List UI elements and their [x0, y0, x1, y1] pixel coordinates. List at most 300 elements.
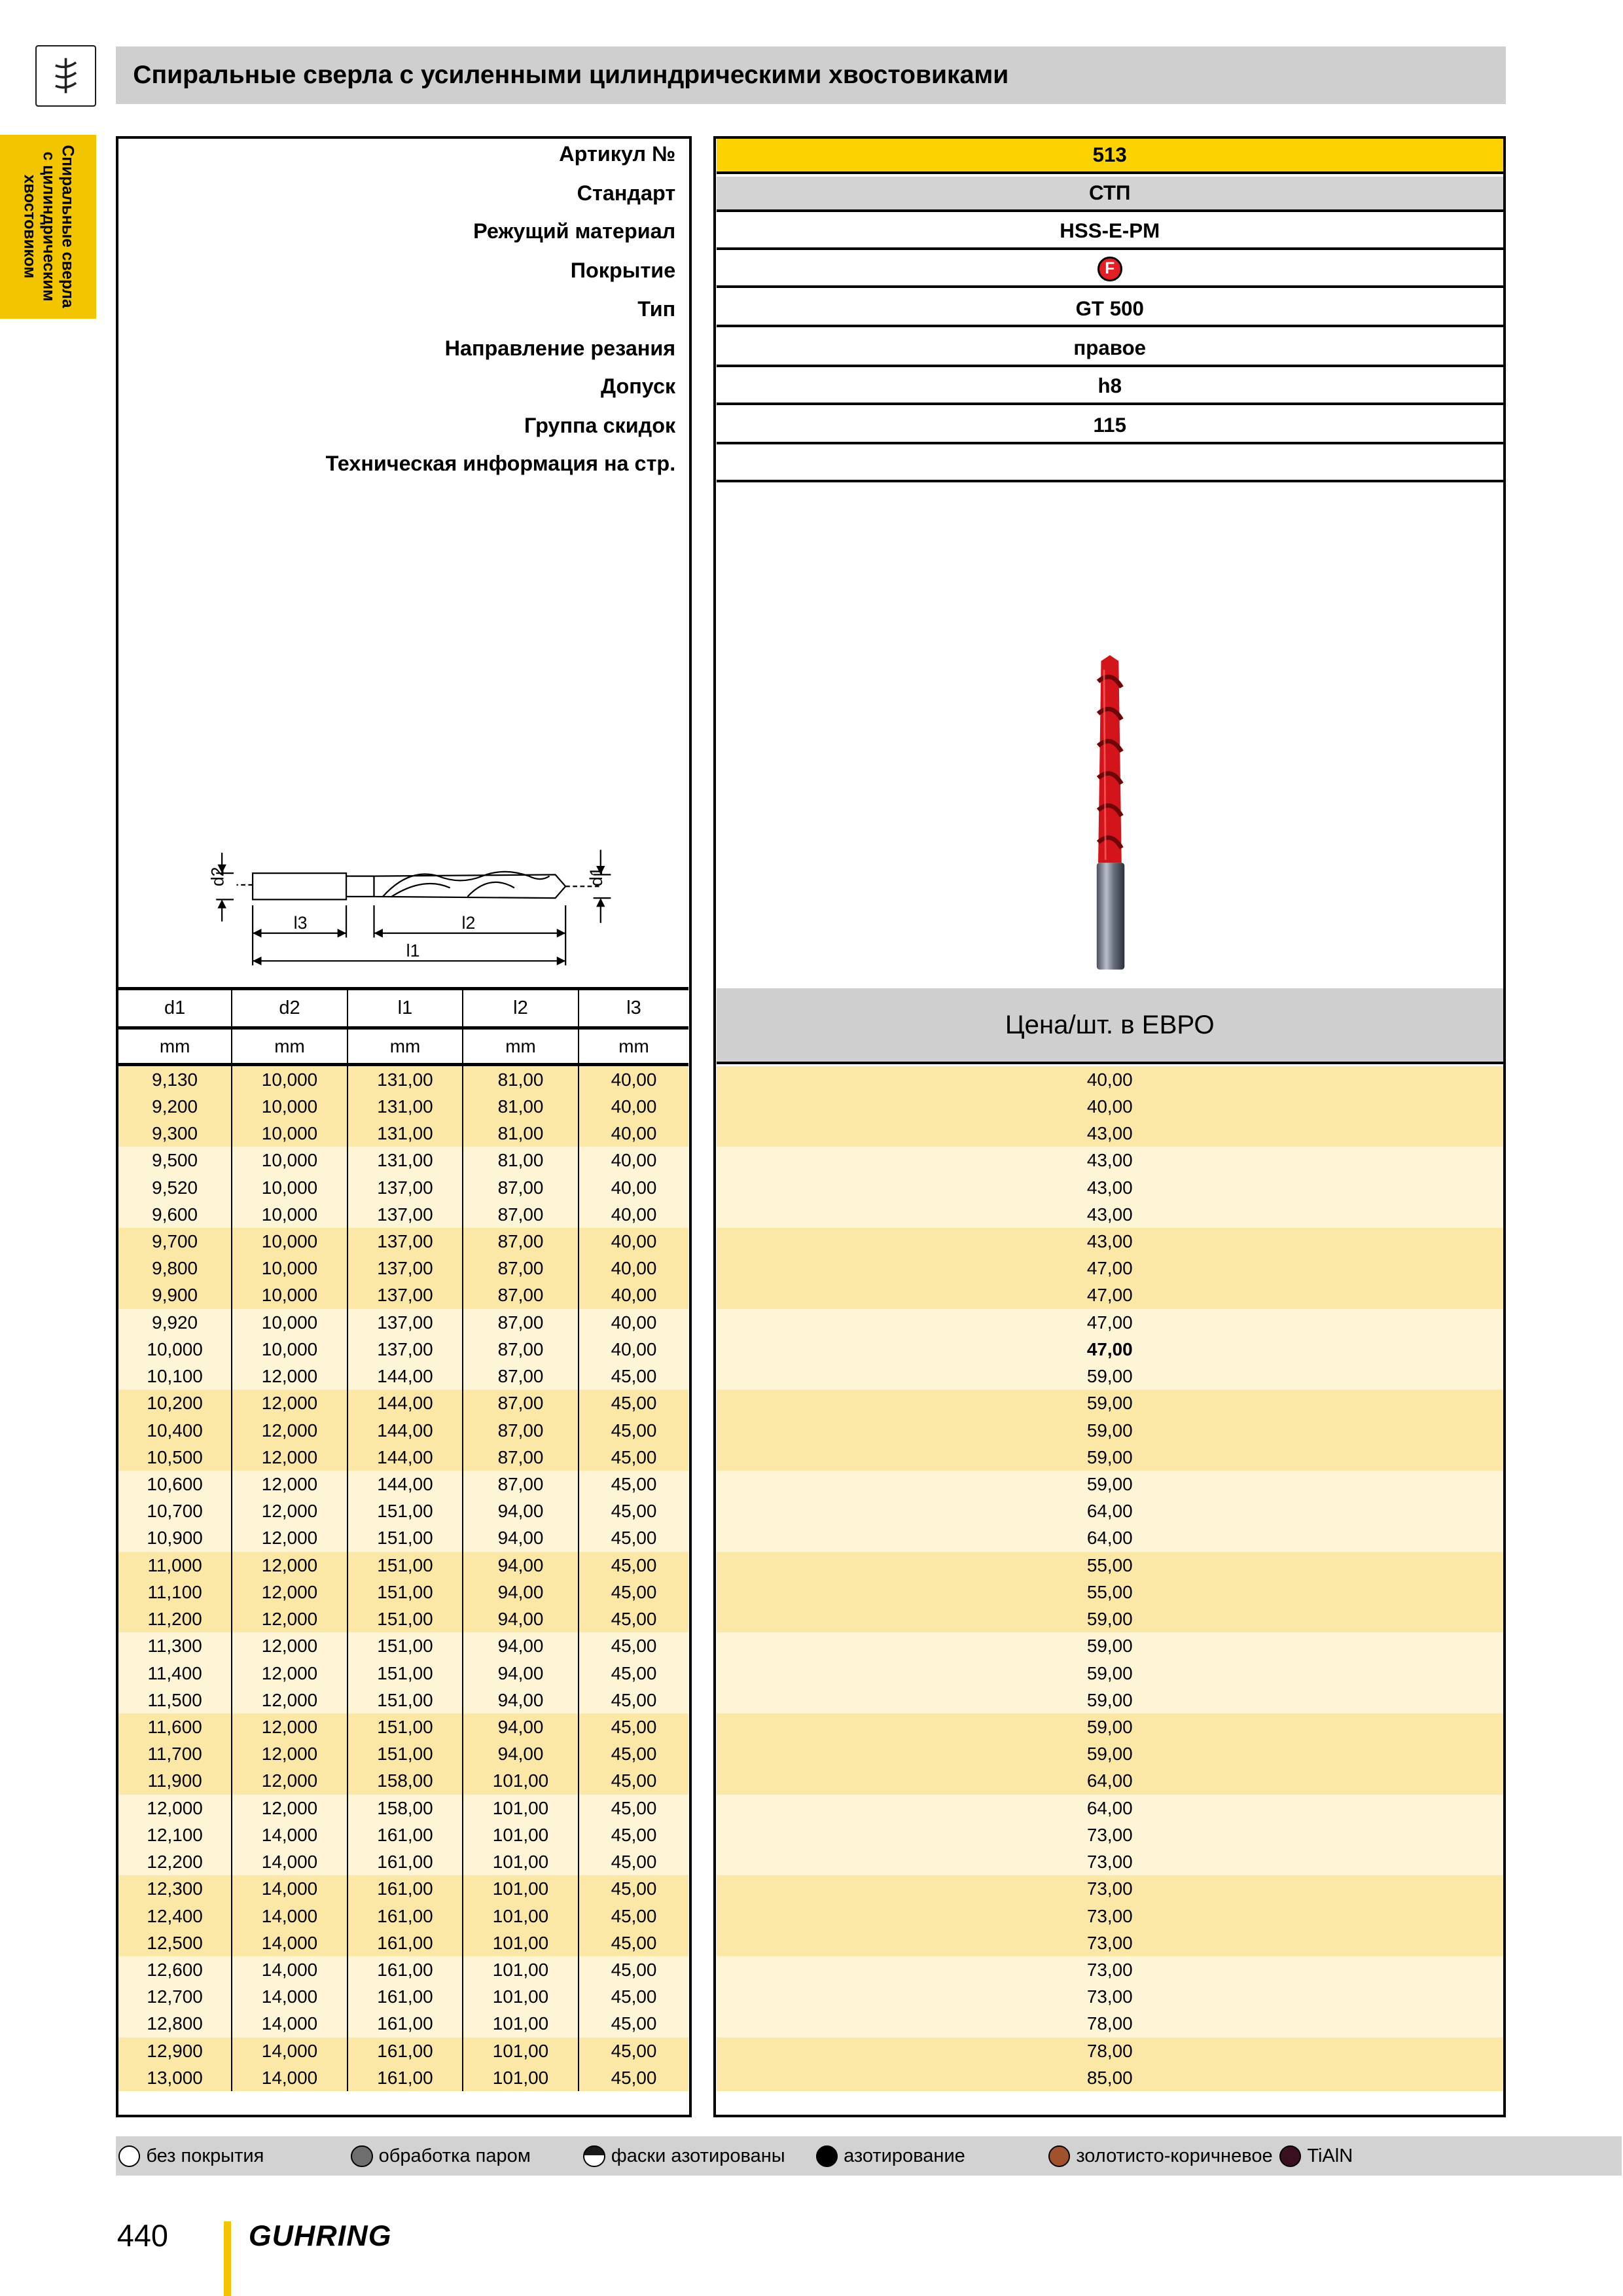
price-cell: 59,00 [717, 1390, 1503, 1416]
legend-label: без покрытия [146, 2145, 264, 2166]
cell-l3: 45,00 [611, 1662, 657, 1683]
cell-d1: 10,600 [118, 1471, 232, 1498]
legend-item [1276, 2145, 1393, 2168]
price-cell: 59,00 [717, 1471, 1503, 1498]
cell-l3: 45,00 [611, 1609, 657, 1630]
cell-l3: 45,00 [611, 1554, 657, 1575]
cell-l2: 101,00 [463, 1821, 579, 1848]
table-row [118, 1660, 688, 1687]
cell-d1: 12,100 [118, 1821, 232, 1848]
cell-d2: 12,000 [232, 1632, 348, 1659]
table-row [118, 1767, 688, 1794]
cell-l2: 87,00 [463, 1471, 579, 1498]
cell-l3: 45,00 [611, 2040, 657, 2061]
cell-d1: 10,900 [118, 1524, 232, 1551]
price-cell: 59,00 [717, 1687, 1503, 1713]
gold-brown-icon [1048, 2145, 1071, 2168]
cell-d2: 14,000 [232, 2064, 348, 2091]
unit-l3: mm [618, 1035, 649, 1056]
table-row [118, 1498, 688, 1524]
unit-d1: mm [118, 1028, 232, 1065]
tolerance-value: h8 [717, 370, 1503, 405]
price-cell: 40,00 [717, 1066, 1503, 1093]
price-cell: 73,00 [717, 1929, 1503, 1956]
cell-d2: 12,000 [232, 1660, 348, 1687]
price-cell: 59,00 [717, 1444, 1503, 1471]
cell-l3: 45,00 [611, 1960, 657, 1981]
table-row [118, 1228, 688, 1255]
table-row [118, 1903, 688, 1929]
cell-l1: 137,00 [348, 1228, 464, 1255]
property-label: Режущий материал [473, 219, 676, 243]
cell-d2: 12,000 [232, 1579, 348, 1605]
header-bar [116, 46, 1507, 103]
cell-l2: 81,00 [463, 1147, 579, 1174]
cell-l1: 131,00 [348, 1147, 464, 1174]
cell-l2: 101,00 [463, 1795, 579, 1821]
cell-l1: 144,00 [348, 1390, 464, 1416]
cell-l1: 137,00 [348, 1282, 464, 1308]
price-cell: 59,00 [717, 1417, 1503, 1444]
cell-d1: 9,520 [118, 1174, 232, 1201]
table-row [118, 1524, 688, 1551]
cell-d1: 11,700 [118, 1740, 232, 1767]
cell-l3: 45,00 [611, 1744, 657, 1765]
cell-d1: 9,700 [118, 1228, 232, 1255]
cell-l3: 40,00 [611, 1231, 657, 1252]
col-header-d2: d2 [232, 988, 348, 1028]
table-row [118, 1632, 688, 1659]
cell-d1: 11,300 [118, 1632, 232, 1659]
table-row [118, 1687, 688, 1713]
cell-d2: 14,000 [232, 1956, 348, 1983]
cell-l1: 161,00 [348, 1929, 464, 1956]
price-cell: 78,00 [717, 2037, 1503, 2064]
cell-d2: 12,000 [232, 1605, 348, 1632]
legend-label: азотирование [844, 2145, 965, 2166]
cell-d1: 12,600 [118, 1956, 232, 1983]
cell-d2: 12,000 [232, 1552, 348, 1579]
standard-value: СТП [717, 177, 1503, 212]
cell-l3: 45,00 [611, 1528, 657, 1549]
cell-l2: 87,00 [463, 1228, 579, 1255]
cell-d1: 9,800 [118, 1255, 232, 1282]
cell-l2: 94,00 [463, 1552, 579, 1579]
legend-label: TiAlN [1307, 2145, 1353, 2166]
cell-l2: 87,00 [463, 1282, 579, 1308]
cell-l3: 40,00 [611, 1150, 657, 1171]
table-row [118, 1579, 688, 1605]
cell-l3: 45,00 [611, 1636, 657, 1657]
cell-d1: 12,200 [118, 1848, 232, 1875]
table-row [118, 1605, 688, 1632]
legend-item [813, 2145, 1045, 2168]
price-cell: 47,00 [717, 1336, 1503, 1363]
cell-d2: 10,000 [232, 1282, 348, 1308]
cell-d2: 14,000 [232, 1821, 348, 1848]
cell-l1: 161,00 [348, 1903, 464, 1929]
cell-l2: 81,00 [463, 1120, 579, 1147]
cell-d2: 14,000 [232, 1929, 348, 1956]
side-tab-line: хвостовиком [20, 175, 39, 279]
legend-item [348, 2145, 580, 2168]
col-header-d1: d1 [118, 988, 232, 1028]
cell-l1: 137,00 [348, 1336, 464, 1363]
cell-l2: 87,00 [463, 1336, 579, 1363]
cell-l1: 137,00 [348, 1309, 464, 1336]
side-tab-line: с цилиндрическим [39, 151, 58, 302]
property-label: Артикул № [559, 141, 676, 166]
cell-l1: 151,00 [348, 1632, 464, 1659]
article-number: 513 [717, 139, 1503, 174]
unit-l2: mm [463, 1028, 579, 1065]
price-cell: 47,00 [717, 1309, 1503, 1336]
table-row [118, 1147, 688, 1174]
cell-l1: 158,00 [348, 1767, 464, 1794]
nitriding-icon [816, 2145, 838, 2168]
cell-l2: 94,00 [463, 1498, 579, 1524]
cell-l2: 87,00 [463, 1363, 579, 1390]
side-tab[interactable] [0, 135, 96, 319]
discount-group-value: 115 [717, 410, 1503, 445]
cell-l1: 137,00 [348, 1174, 464, 1201]
cell-d1: 12,800 [118, 2010, 232, 2037]
cell-l2: 94,00 [463, 1524, 579, 1551]
cell-l1: 151,00 [348, 1605, 464, 1632]
cell-d1: 10,500 [118, 1444, 232, 1471]
cell-l3: 45,00 [611, 1366, 657, 1387]
cell-d2: 10,000 [232, 1174, 348, 1201]
cell-d1: 12,000 [118, 1795, 232, 1821]
property-label: Направление резания [444, 336, 676, 360]
table-row [118, 1821, 688, 1848]
footer-accent-bar [224, 2221, 231, 2296]
table-row [118, 2010, 688, 2037]
cell-l2: 87,00 [463, 1417, 579, 1444]
cell-l1: 151,00 [348, 1740, 464, 1767]
cell-l2: 101,00 [463, 1767, 579, 1794]
table-row [118, 1795, 688, 1821]
cell-d2: 10,000 [232, 1120, 348, 1147]
nitrided-chamfers-icon [583, 2145, 605, 2168]
cell-d2: 10,000 [232, 1309, 348, 1336]
cell-l1: 137,00 [348, 1201, 464, 1228]
cell-l3: 45,00 [611, 1501, 657, 1522]
property-label: Покрытие [570, 259, 676, 283]
cell-d2: 14,000 [232, 2010, 348, 2037]
cell-d1: 12,500 [118, 1929, 232, 1956]
cell-l2: 87,00 [463, 1309, 579, 1336]
material-value: HSS-E-PM [717, 215, 1503, 250]
table-row [118, 1309, 688, 1336]
table-row [118, 1336, 688, 1363]
cell-d1: 11,400 [118, 1660, 232, 1687]
cell-l1: 161,00 [348, 1821, 464, 1848]
cell-l1: 131,00 [348, 1120, 464, 1147]
cell-d1: 10,200 [118, 1390, 232, 1416]
cell-l3: 45,00 [611, 1420, 657, 1441]
dim-label-l1: l1 [406, 941, 420, 961]
cell-l2: 94,00 [463, 1579, 579, 1605]
legend-item [1045, 2145, 1276, 2168]
cell-l2: 94,00 [463, 1713, 579, 1740]
type-value: GT 500 [717, 293, 1503, 328]
cell-l2: 101,00 [463, 2010, 579, 2037]
col-header-l2: l2 [463, 988, 579, 1028]
cell-l3: 40,00 [611, 1204, 657, 1225]
table-row [118, 1417, 688, 1444]
price-cell: 59,00 [717, 1713, 1503, 1740]
cell-l3: 45,00 [611, 1770, 657, 1791]
cell-l3: 40,00 [611, 1258, 657, 1279]
price-cell: 85,00 [717, 2064, 1503, 2091]
legend-item [580, 2145, 813, 2168]
table-row [118, 1929, 688, 1956]
cell-l1: 151,00 [348, 1660, 464, 1687]
cell-l3: 40,00 [611, 1096, 657, 1117]
cell-d2: 12,000 [232, 1767, 348, 1794]
cell-d2: 14,000 [232, 1983, 348, 2010]
cell-d1: 10,100 [118, 1363, 232, 1390]
cell-l3: 45,00 [611, 1932, 657, 1953]
side-tab-line: Спиральные сверла [58, 145, 77, 308]
cell-l1: 161,00 [348, 1875, 464, 1902]
cell-d1: 11,600 [118, 1713, 232, 1740]
price-cell: 59,00 [717, 1740, 1503, 1767]
cell-l2: 101,00 [463, 2064, 579, 2091]
col-header-l3: l3 [626, 997, 641, 1018]
cell-l2: 101,00 [463, 1956, 579, 1983]
property-label: Стандарт [577, 181, 676, 206]
cell-d2: 10,000 [232, 1201, 348, 1228]
table-row [118, 1066, 688, 1093]
cell-l1: 161,00 [348, 2010, 464, 2037]
table-row [118, 1282, 688, 1308]
cell-l2: 87,00 [463, 1444, 579, 1471]
cell-l1: 161,00 [348, 1983, 464, 2010]
cell-l3: 45,00 [611, 1689, 657, 1710]
cell-l3: 45,00 [611, 1446, 657, 1467]
table-row [118, 1552, 688, 1579]
page-number: 440 [116, 2219, 168, 2253]
legend-label: фаски азотированы [611, 2145, 785, 2166]
table-row [118, 1390, 688, 1416]
cell-l3: 40,00 [611, 1312, 657, 1333]
price-cell: 59,00 [717, 1363, 1503, 1390]
cell-l3: 45,00 [611, 1393, 657, 1414]
price-cell: 73,00 [717, 1848, 1503, 1875]
table-row [118, 1471, 688, 1498]
cell-l2: 101,00 [463, 1903, 579, 1929]
coating-value [717, 253, 1503, 289]
table-row [118, 1120, 688, 1147]
cell-d2: 12,000 [232, 1740, 348, 1767]
cell-d2: 12,000 [232, 1417, 348, 1444]
cell-d2: 12,000 [232, 1444, 348, 1471]
cell-l1: 144,00 [348, 1363, 464, 1390]
cell-d1: 11,200 [118, 1605, 232, 1632]
table-row [118, 1956, 688, 1983]
table-row [118, 1713, 688, 1740]
price-cell: 43,00 [717, 1120, 1503, 1147]
cell-d2: 10,000 [232, 1255, 348, 1282]
cell-l2: 87,00 [463, 1174, 579, 1201]
price-cell: 59,00 [717, 1660, 1503, 1687]
cell-l3: 45,00 [611, 1581, 657, 1602]
cell-d1: 11,000 [118, 1552, 232, 1579]
cell-l3: 45,00 [611, 2013, 657, 2034]
cell-l3: 45,00 [611, 1852, 657, 1873]
cell-l3: 45,00 [611, 1474, 657, 1495]
cell-l2: 87,00 [463, 1255, 579, 1282]
cell-d1: 9,130 [118, 1066, 232, 1093]
table-row [118, 1174, 688, 1201]
cell-l1: 144,00 [348, 1471, 464, 1498]
cell-l1: 151,00 [348, 1552, 464, 1579]
cell-d1: 12,300 [118, 1875, 232, 1902]
brand-logo: GUHRING [248, 2219, 392, 2252]
cell-l2: 94,00 [463, 1687, 579, 1713]
cell-l1: 161,00 [348, 1956, 464, 1983]
cell-l3: 40,00 [611, 1338, 657, 1359]
drill-product-image [1079, 655, 1141, 974]
cell-d1: 13,000 [118, 2064, 232, 2091]
direction-value: правое [717, 332, 1503, 367]
cell-l3: 40,00 [611, 1069, 657, 1090]
price-cell: 43,00 [717, 1147, 1503, 1174]
price-header: Цена/шт. в ЕВРО [717, 988, 1503, 1064]
cell-d1: 9,600 [118, 1201, 232, 1228]
table-row [118, 2064, 688, 2091]
price-cell: 47,00 [717, 1255, 1503, 1282]
table-row [118, 1740, 688, 1767]
cell-d1: 9,920 [118, 1309, 232, 1336]
cell-l1: 151,00 [348, 1687, 464, 1713]
dim-label-l2: l2 [461, 912, 476, 933]
cell-d1: 9,900 [118, 1282, 232, 1308]
unit-l1: mm [348, 1028, 464, 1065]
price-cell: 40,00 [717, 1093, 1503, 1120]
cell-l1: 144,00 [348, 1417, 464, 1444]
dim-label-d1: d1 [586, 867, 607, 886]
price-cell: 43,00 [717, 1228, 1503, 1255]
price-cell: 73,00 [717, 1983, 1503, 2010]
cell-d2: 14,000 [232, 1848, 348, 1875]
cell-l1: 161,00 [348, 2064, 464, 2091]
price-cell: 64,00 [717, 1524, 1503, 1551]
cell-l1: 158,00 [348, 1795, 464, 1821]
cell-d1: 10,700 [118, 1498, 232, 1524]
cell-d2: 14,000 [232, 2037, 348, 2064]
table-row [118, 1363, 688, 1390]
price-cell: 43,00 [717, 1201, 1503, 1228]
price-cell: 64,00 [717, 1498, 1503, 1524]
cell-l3: 45,00 [611, 1878, 657, 1899]
cell-d1: 9,300 [118, 1120, 232, 1147]
cell-l2: 101,00 [463, 1983, 579, 2010]
drill-dimension-drawing [190, 841, 628, 973]
side-tab-label [20, 135, 77, 319]
cell-l2: 94,00 [463, 1632, 579, 1659]
page-title: Спиральные сверла с усиленными цилиндрическими хвостовиками [133, 61, 1009, 90]
cell-l2: 101,00 [463, 1875, 579, 1902]
cell-l1: 151,00 [348, 1579, 464, 1605]
cell-d2: 10,000 [232, 1066, 348, 1093]
cell-d2: 10,000 [232, 1147, 348, 1174]
property-label: Допуск [601, 374, 676, 398]
cell-d2: 12,000 [232, 1471, 348, 1498]
price-cell: 43,00 [717, 1174, 1503, 1201]
cell-l2: 101,00 [463, 1848, 579, 1875]
property-label: Группа скидок [524, 414, 676, 438]
price-cell: 59,00 [717, 1632, 1503, 1659]
cell-d1: 11,500 [118, 1687, 232, 1713]
cell-l1: 151,00 [348, 1524, 464, 1551]
table-row [118, 1444, 688, 1471]
cell-l2: 94,00 [463, 1660, 579, 1687]
table-row [118, 1093, 688, 1120]
coating-legend [116, 2136, 1622, 2176]
cell-l1: 137,00 [348, 1255, 464, 1282]
table-row [118, 1875, 688, 1902]
legend-label: обработка паром [378, 2145, 531, 2166]
cell-l3: 45,00 [611, 1905, 657, 1926]
price-cell: 47,00 [717, 1282, 1503, 1308]
coating-f-icon: F [1097, 257, 1122, 281]
cell-l1: 131,00 [348, 1066, 464, 1093]
cell-d2: 10,000 [232, 1336, 348, 1363]
cell-l2: 87,00 [463, 1390, 579, 1416]
cell-d2: 12,000 [232, 1713, 348, 1740]
cell-d2: 12,000 [232, 1390, 348, 1416]
table-row [118, 1848, 688, 1875]
cell-d1: 9,500 [118, 1147, 232, 1174]
table-row [118, 1983, 688, 2010]
cell-d2: 12,000 [232, 1363, 348, 1390]
cell-l2: 101,00 [463, 2037, 579, 2064]
price-cell: 55,00 [717, 1579, 1503, 1605]
cell-d2: 12,000 [232, 1524, 348, 1551]
cell-l3: 45,00 [611, 2067, 657, 2088]
cell-l2: 94,00 [463, 1605, 579, 1632]
cell-l1: 144,00 [348, 1444, 464, 1471]
cell-d1: 12,700 [118, 1983, 232, 2010]
cell-l1: 151,00 [348, 1713, 464, 1740]
cell-l2: 81,00 [463, 1066, 579, 1093]
cell-d2: 10,000 [232, 1093, 348, 1120]
table-row [118, 1201, 688, 1228]
tech-info-value [717, 448, 1503, 483]
price-cell: 73,00 [717, 1821, 1503, 1848]
cell-d1: 12,400 [118, 1903, 232, 1929]
cell-l1: 161,00 [348, 2037, 464, 2064]
cell-l1: 131,00 [348, 1093, 464, 1120]
cell-l2: 101,00 [463, 1929, 579, 1956]
drill-logo-icon [35, 45, 96, 106]
table-row [118, 1255, 688, 1282]
cell-d1: 11,900 [118, 1767, 232, 1794]
price-cell: 73,00 [717, 1903, 1503, 1929]
cell-l3: 40,00 [611, 1177, 657, 1198]
cell-l1: 151,00 [348, 1498, 464, 1524]
cell-d2: 12,000 [232, 1687, 348, 1713]
cell-d2: 12,000 [232, 1498, 348, 1524]
price-cell: 64,00 [717, 1795, 1503, 1821]
legend-label: золотисто-коричневое [1076, 2145, 1273, 2166]
tialn-icon [1279, 2145, 1302, 2168]
cell-l3: 45,00 [611, 1717, 657, 1738]
cell-d1: 10,000 [118, 1336, 232, 1363]
